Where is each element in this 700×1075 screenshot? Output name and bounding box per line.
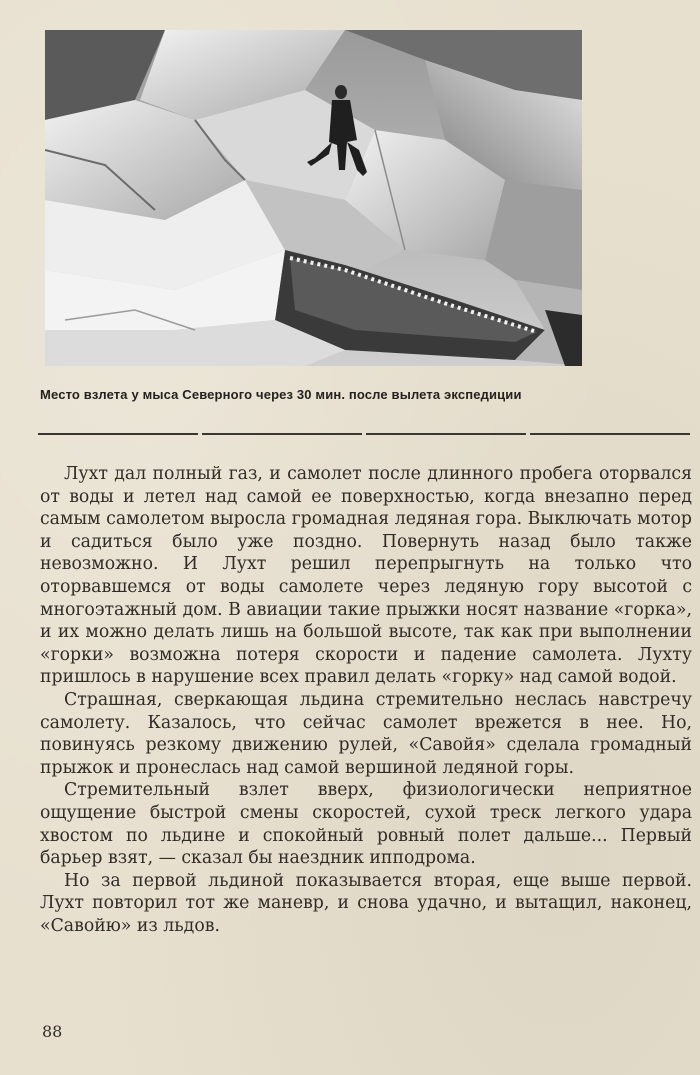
paragraph: Но за первой льдиной показывается вторая, еще выше первой. Лухт повторил тот же маневр, и снова удачно, и вытащил, наконец, «Савойю» из льдов.	[40, 870, 692, 936]
paragraph: Лухт дал полный газ, и самолет после длинного пробега оторвался от воды и летел над самой ее поверхностью, когда внезапно перед самым самолетом выросла громадная ледяная гора. Выключать мотор и садиться было уже поздно. Повернуть назад было также невозможно. И Лухт решил перепрыгнуть на только что оторвавшемся от воды самолете через ледяную гору высотой с многоэтажный дом. В авиации такие прыжки носят название «горка», и их можно делать лишь на большой высоте, так как при выполнении «горки» возможна потеря скорости и падение самолета. Лухту пришлось в нарушение всех правил делать «горку» над самой водой.	[40, 464, 692, 688]
paragraph: Стремительный взлет вверх, физиологически неприятное ощущение быстрой смены скоростей, сухой треск легкого удара хвостом по льдине и спокойный ровный полет дальше... Первый барьер взят, — сказал бы наездник ипподрома.	[40, 780, 692, 869]
ice-photo-image	[45, 30, 582, 366]
body-text	[40, 463, 692, 937]
caption-divider	[38, 433, 690, 435]
ice-photo	[45, 30, 582, 366]
photo-caption: Место взлета у мыса Северного через 30 мин. после вылета экспедиции	[40, 387, 522, 402]
page-number: 88	[42, 1022, 63, 1041]
paragraph: Страшная, сверкающая льдина стремительно неслась навстречу самолету. Казалось, что сейчас самолет врежется в нее. Но, повинуясь резкому движению рулей, «Савойя» сделала громадный прыжок и пронеслась над самой вершиной ледяной горы.	[40, 689, 692, 778]
